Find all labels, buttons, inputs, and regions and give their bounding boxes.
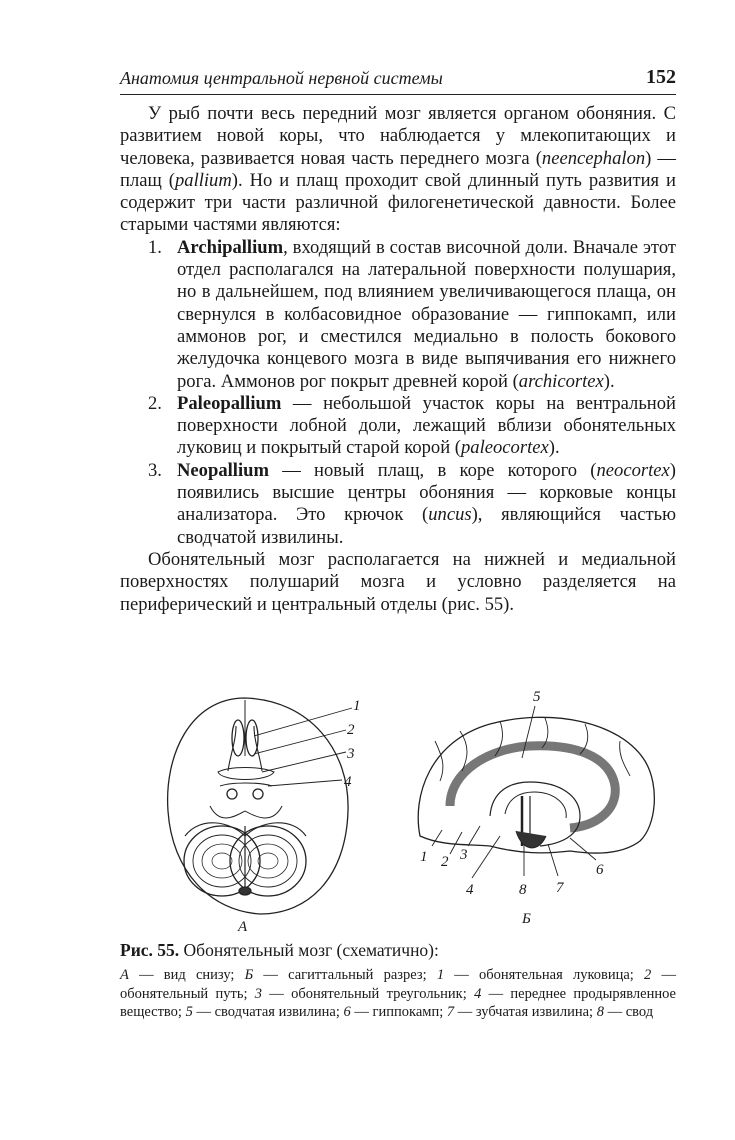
intro-text-3: ). Но и плащ проходит свой длинный путь развития и содержит три части различной филогенетической давности. Более старыми частями являются: [120, 169, 676, 236]
list-item-neopallium [120, 460, 676, 549]
figure-title: Обонятельный мозг (схематично): [179, 940, 439, 960]
legend-value: — свод [603, 1004, 654, 1021]
latin-term: archicortex [518, 370, 604, 392]
label-a-2: 2 [347, 722, 355, 738]
legend-value: — обонятельный путь; [120, 967, 676, 1002]
legend-key: 7 [446, 1004, 455, 1021]
latin-term: uncus [428, 504, 472, 526]
latin-term: paleocortex [461, 437, 549, 459]
legend-value: — обонятельная луковица; [444, 967, 645, 983]
label-b-6: 6 [596, 862, 604, 878]
legend-key: 1 [436, 967, 445, 983]
list-text-2: ) появились высшие центры обоняния — корковые концы анализатора. Это крючок ( [177, 459, 676, 526]
label-b-8: 8 [519, 882, 527, 898]
legend-key: 8 [596, 1004, 604, 1021]
list-text: — небольшой участок коры на вентральной поверхности лобной доли, лежащий вблизи обонятельных луковиц и покрытый старой корой ( [177, 392, 676, 459]
latin-term: neocortex [596, 459, 670, 481]
legend-key: А [120, 967, 129, 983]
brain-inferior-view [168, 698, 352, 914]
list-text: — новый плащ, в коре которого ( [268, 459, 597, 481]
legend-value: — обонятельный треугольник; [262, 985, 475, 1002]
legend-value: — зубчатая извилина; [454, 1004, 597, 1021]
intro-text-1: У рыб почти весь передний мозг является органом обоняния. С развитием новой коры, что наблюдается у млекопитающих и человека, развивается новая часть переднего мозга ( [120, 103, 676, 169]
list-number: 3. [148, 459, 162, 481]
legend-value: — вид снизу; [128, 967, 245, 983]
list-item-paleopallium [120, 393, 676, 460]
label-a-1: 1 [353, 698, 361, 714]
closing-paragraph: Обонятельный мозг располагается на нижней и медиальной поверхностях полушарий мозга и условно разделяется на периферический и центральный отделы (рис. 55). [120, 548, 676, 615]
legend-key: 2 [644, 967, 652, 983]
pallium-list [120, 237, 676, 549]
legend-value: — сводчатая извилина; [192, 1004, 344, 1021]
intro-paragraph [120, 103, 676, 237]
legend-value: — переднее продырявленное вещество; [120, 985, 676, 1021]
latin-term: pallium [174, 169, 232, 191]
figure-55 [150, 686, 700, 936]
body-text [120, 103, 676, 616]
caption-b: Б [522, 911, 531, 927]
label-b-3: 3 [460, 847, 468, 863]
latin-term: neencephalon [541, 147, 646, 169]
label-b-1: 1 [420, 849, 428, 865]
label-a-4: 4 [344, 774, 352, 790]
legend-value: — гиппокамп; [350, 1004, 447, 1021]
list-term: Paleopallium [177, 392, 282, 414]
list-number: 2. [148, 392, 162, 414]
running-title: Анатомия центральной нервной системы [120, 68, 443, 88]
brain-sagittal-view [418, 706, 654, 878]
label-a-3: 3 [347, 746, 355, 762]
legend-value: — сагиттальный разрез; [253, 967, 437, 983]
label-b-2: 2 [441, 854, 449, 870]
legend-key: 3 [254, 985, 263, 1002]
olfactory-brain-illustration [150, 686, 700, 936]
page-number: 152 [646, 66, 676, 88]
list-text-end: ). [603, 370, 615, 392]
list-text: , входящий в состав височной доли. Вначале этот отдел располагался на латеральной поверхности полушария, но в дальнейшем, под влиянием увеличивающегося плаща, он свернулся в колбасовидное образование — гиппокамп, или аммонов рог, и сместился медиально в полость бокового желудочка концевого мозга в виде выпячивания его нижнего рога. Аммонов рог покрыт древней корой ( [177, 236, 676, 392]
label-b-7: 7 [556, 880, 564, 896]
label-b-5: 5 [533, 689, 541, 705]
list-text-end: ). [548, 437, 560, 459]
list-term: Archipallium [177, 236, 284, 258]
list-term: Neopallium [177, 459, 269, 481]
legend-key: 4 [474, 985, 482, 1002]
figure-caption [120, 940, 676, 961]
list-item-archipallium [120, 237, 676, 393]
intro-text-2: ) — плащ ( [120, 147, 676, 191]
legend-key: 5 [185, 1004, 193, 1021]
list-text-end: ), являющийся частью сводчатой извилины. [177, 504, 676, 548]
running-header [120, 66, 676, 95]
label-b-4: 4 [466, 882, 474, 898]
legend-key: 6 [343, 1004, 351, 1021]
figure-legend [120, 966, 676, 1022]
list-number: 1. [148, 236, 162, 258]
caption-a: А [238, 919, 248, 935]
figure-number: Рис. 55. [120, 940, 180, 960]
legend-key: Б [244, 967, 254, 983]
